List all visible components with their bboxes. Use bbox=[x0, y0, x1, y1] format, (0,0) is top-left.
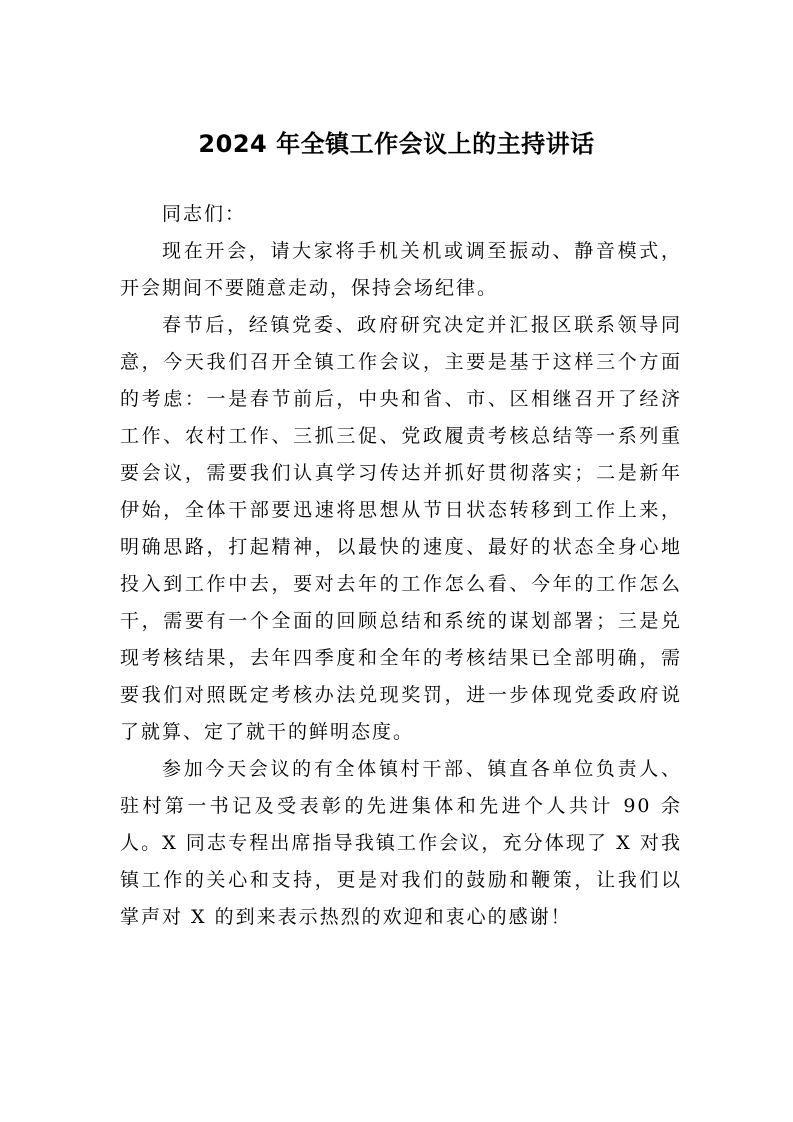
document-body bbox=[120, 196, 682, 936]
attendees-paragraph: 参加今天会议的有全体镇村干部、镇直各单位负责人、驻村第一书记及受表彰的先进集体和先进个人共计 90 余人。X 同志专程出席指导我镇工作会议，充分体现了 X 对我镇工作的关心和支持，更是对我们的鼓励和鞭策，让我们以掌声对 X 的到来表示热烈的欢迎和衷心的感谢！ bbox=[120, 758, 682, 928]
opening-paragraph: 现在开会，请大家将手机关机或调至振动、静音模式，开会期间不要随意走动，保持会场纪律。 bbox=[120, 240, 682, 299]
document-title: 2024 年全镇工作会议上的主持讲话 bbox=[198, 130, 595, 158]
salutation-paragraph: 同志们： bbox=[162, 203, 247, 225]
meeting-purpose-paragraph: 春节后，经镇党委、政府研究决定并汇报区联系领导同意，今天我们召开全镇工作会议，主要是基于这样三个方面的考虑：一是春节前后，中央和省、市、区相继召开了经济工作、农村工作、三抓三促、党政履责考核总结等一系列重要会议，需要我们认真学习传达并抓好贯彻落实；二是新年伊始，全体干部要迅速将思想从节日状态转移到工作上来，明确思路，打起精神，以最快的速度、最好的状态全身心地投入到工作中去，要对去年的工作怎么看、今年的工作怎么干，需要有一个全面的回顾总结和系统的谋划部署；三是兑现考核结果，去年四季度和全年的考核结果已全部明确，需要我们对照既定考核办法兑现奖罚，进一步体现党委政府说了就算、定了就干的鲜明态度。 bbox=[120, 314, 682, 743]
